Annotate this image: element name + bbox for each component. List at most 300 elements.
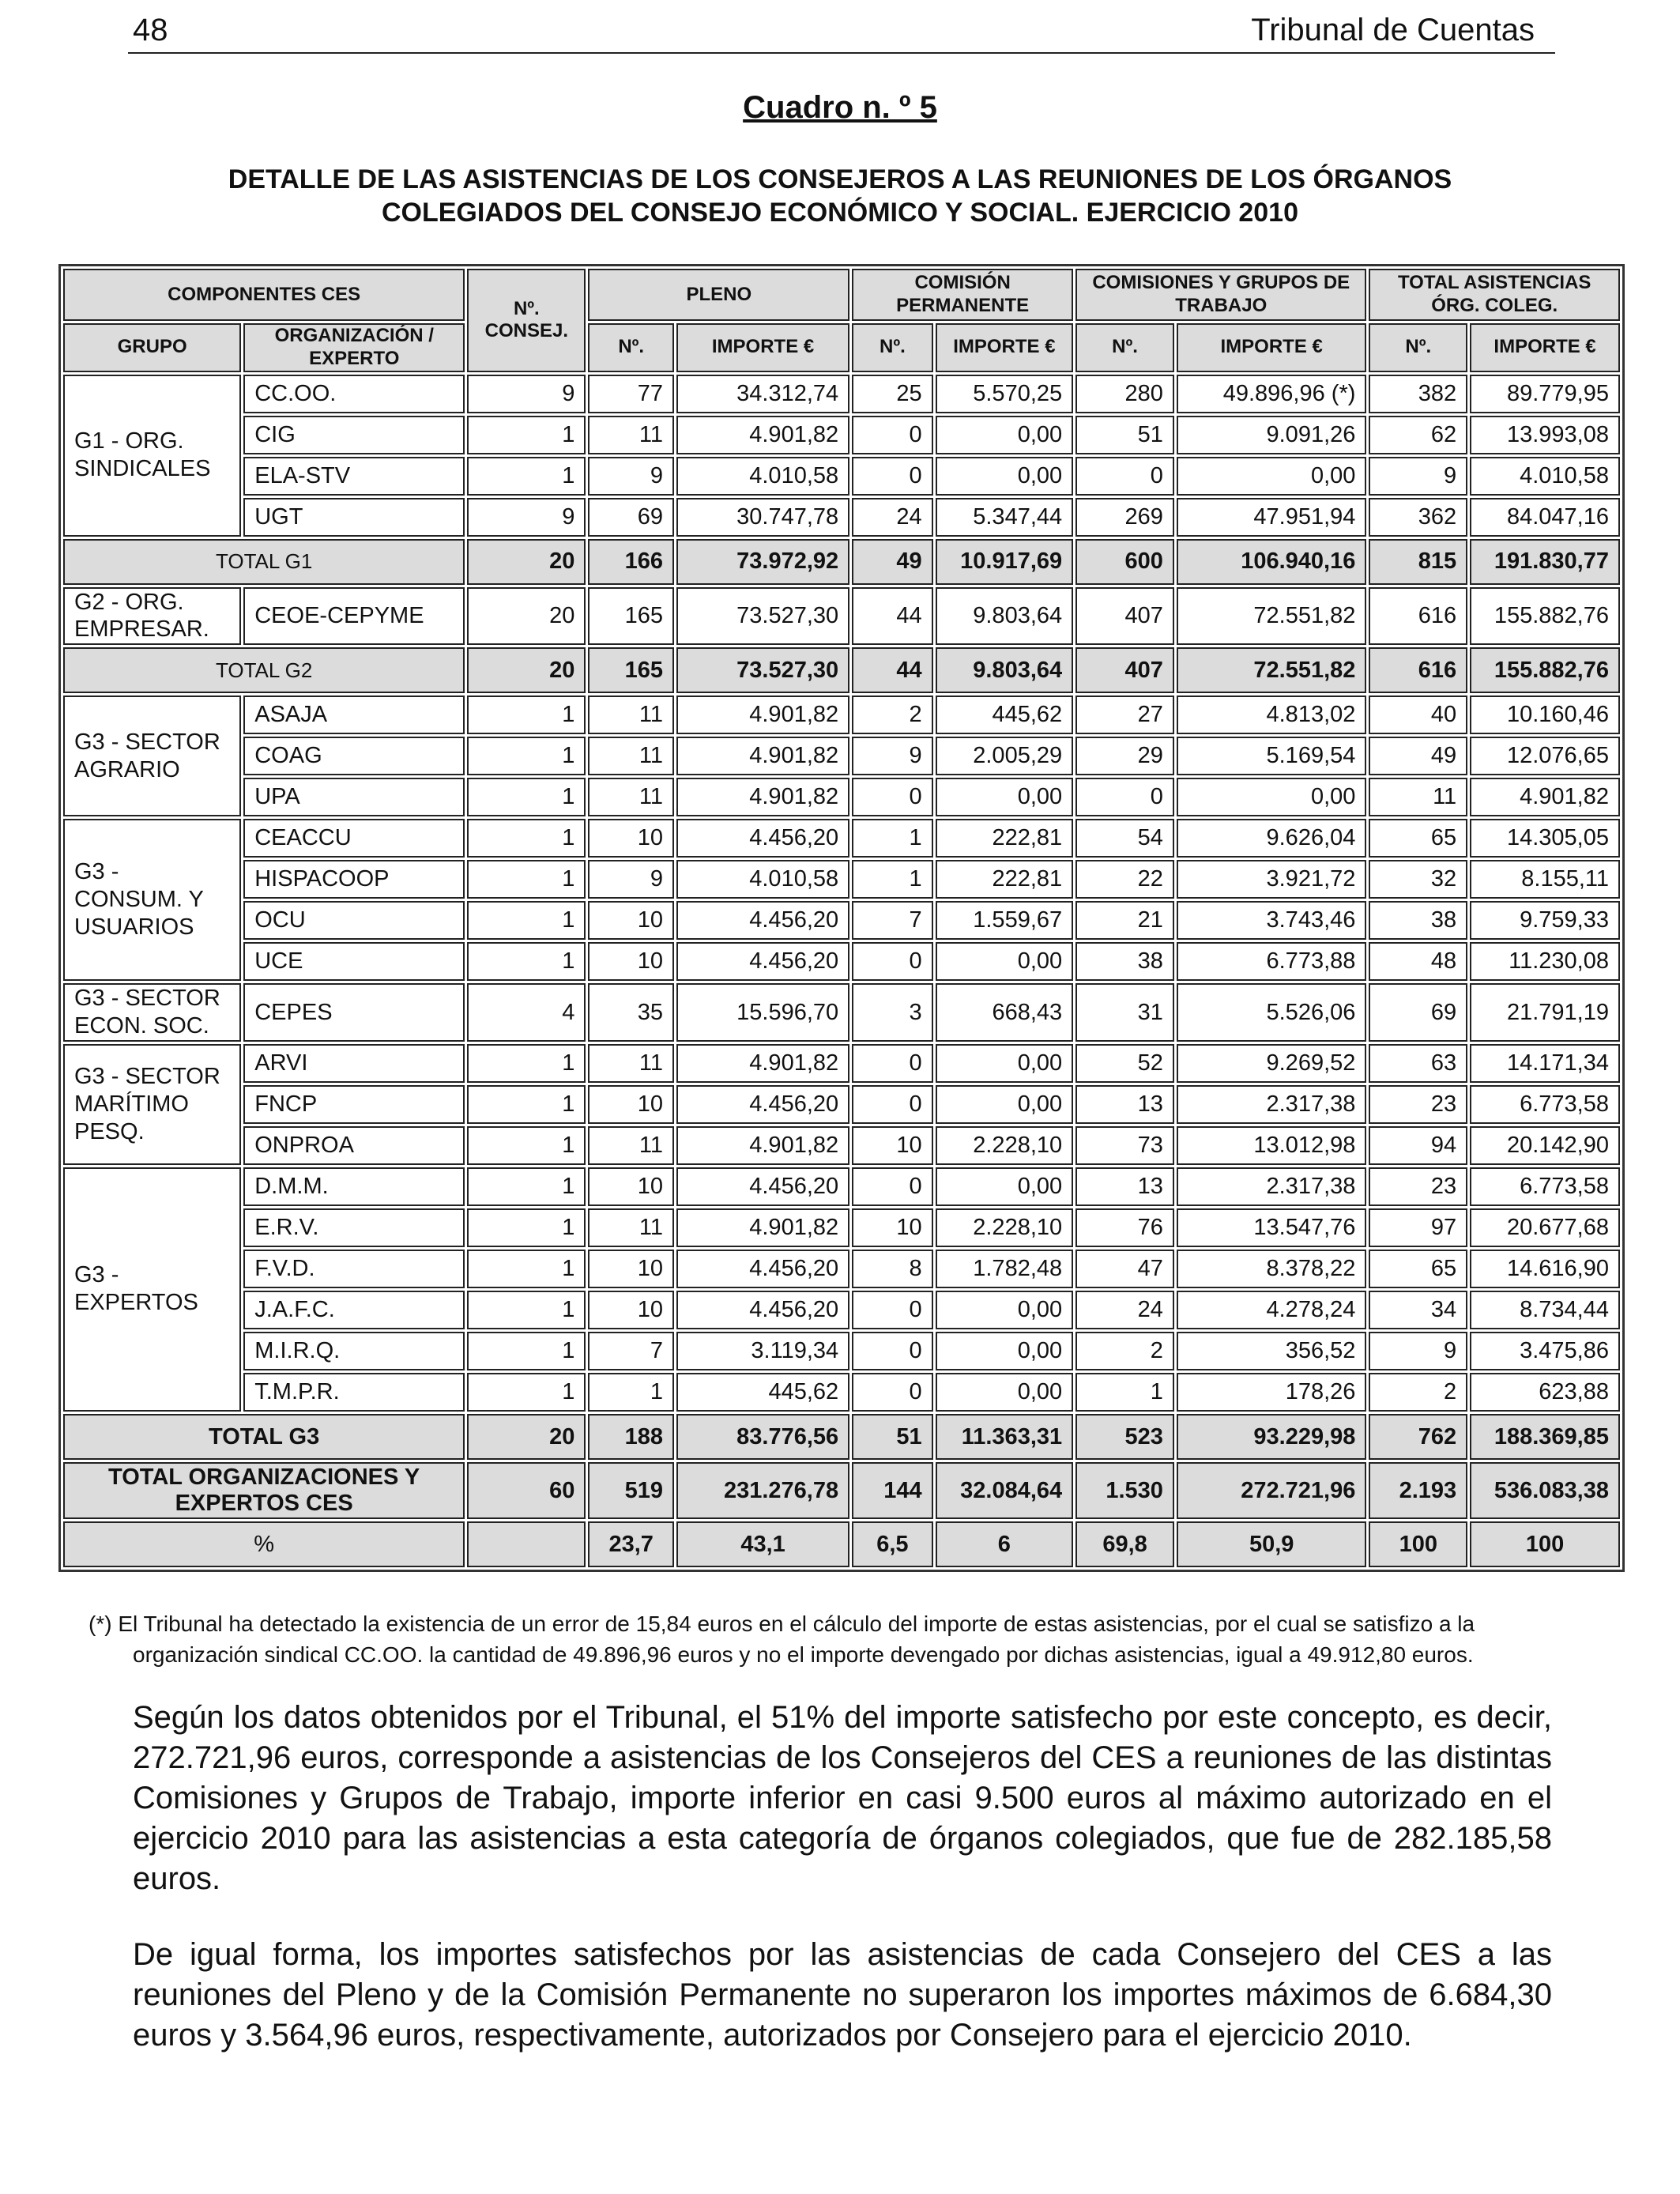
table-body	[63, 375, 1620, 1567]
header-organizacion: ORGANIZACIÓN / EXPERTO	[243, 323, 465, 372]
total-g-imp: 93.229,98	[1177, 1414, 1366, 1460]
page-header	[128, 6, 1555, 54]
cell-c-n: 25	[852, 375, 932, 413]
total-p-n: 188	[588, 1414, 674, 1460]
cell-c-n: 0	[852, 1167, 932, 1206]
total-g-n: 523	[1075, 1414, 1174, 1460]
cell-g-imp: 72.551,82	[1177, 587, 1366, 646]
cell-t-n: 616	[1369, 587, 1467, 646]
cell-p-n: 69	[588, 498, 674, 537]
total-g-imp: 50,9	[1177, 1521, 1366, 1567]
cell-consej: 1	[467, 1167, 586, 1206]
cell-t-imp: 20.142,90	[1470, 1126, 1620, 1165]
cell-c-n: 10	[852, 1208, 932, 1247]
group-name: G1 - ORG. SINDICALES	[63, 375, 241, 537]
total-p-imp: 231.276,78	[676, 1462, 849, 1519]
cell-p-imp: 4.901,82	[676, 1208, 849, 1247]
total-g-imp: 272.721,96	[1177, 1462, 1366, 1519]
total-row-g3	[63, 1414, 1620, 1460]
total-row-all	[63, 1462, 1620, 1519]
footnote-line-2: organización sindical CC.OO. la cantidad de 49.896,96 euros y no el importe devengado por dichas asistencias, igual a 49.912,80 euros.	[133, 1642, 1474, 1667]
cell-t-imp: 623,88	[1470, 1373, 1620, 1412]
total-row-pct	[63, 1521, 1620, 1567]
header-grupos-importe: IMPORTE €	[1177, 323, 1366, 372]
header-comision-permanente: COMISIÓN PERMANENTE	[852, 269, 1073, 321]
organization-name: M.I.R.Q.	[243, 1332, 465, 1370]
organization-name: E.R.V.	[243, 1208, 465, 1247]
cell-consej: 1	[467, 1250, 586, 1288]
organization-name: FNCP	[243, 1085, 465, 1124]
cell-c-imp: 0,00	[936, 416, 1074, 454]
cell-p-n: 35	[588, 983, 674, 1042]
cell-g-imp: 3.743,46	[1177, 901, 1366, 940]
cell-p-n: 1	[588, 1373, 674, 1412]
total-label: TOTAL G2	[63, 647, 465, 693]
cell-t-n: 11	[1369, 778, 1467, 816]
cell-consej: 1	[467, 901, 586, 940]
cell-g-imp: 13.547,76	[1177, 1208, 1366, 1247]
table-row	[63, 1250, 1620, 1288]
cell-t-n: 69	[1369, 983, 1467, 1042]
total-t-imp: 155.882,76	[1470, 647, 1620, 693]
cell-p-imp: 3.119,34	[676, 1332, 849, 1370]
cell-t-n: 2	[1369, 1373, 1467, 1412]
cell-c-imp: 0,00	[936, 1085, 1074, 1124]
cell-t-imp: 3.475,86	[1470, 1332, 1620, 1370]
cell-p-imp: 4.901,82	[676, 1126, 849, 1165]
cell-t-imp: 14.305,05	[1470, 819, 1620, 858]
organization-name: F.V.D.	[243, 1250, 465, 1288]
total-c-imp: 9.803,64	[936, 647, 1074, 693]
total-c-imp: 6	[936, 1521, 1074, 1567]
cell-t-imp: 9.759,33	[1470, 901, 1620, 940]
table-row	[63, 737, 1620, 775]
cell-consej: 9	[467, 498, 586, 537]
cell-g-imp: 178,26	[1177, 1373, 1366, 1412]
cell-g-n: 22	[1075, 860, 1174, 899]
cell-t-n: 48	[1369, 942, 1467, 981]
total-label: TOTAL G3	[63, 1414, 465, 1460]
table-row	[63, 901, 1620, 940]
total-t-n: 100	[1369, 1521, 1467, 1567]
cell-consej: 1	[467, 1085, 586, 1124]
cell-t-n: 40	[1369, 696, 1467, 734]
cell-p-imp: 4.901,82	[676, 778, 849, 816]
organization-name: CC.OO.	[243, 375, 465, 413]
cell-g-n: 31	[1075, 983, 1174, 1042]
cell-consej: 1	[467, 416, 586, 454]
cell-g-n: 0	[1075, 778, 1174, 816]
cell-t-imp: 8.155,11	[1470, 860, 1620, 899]
cell-consej: 1	[467, 1291, 586, 1329]
organization-name: T.M.P.R.	[243, 1373, 465, 1412]
total-p-imp: 73.527,30	[676, 647, 849, 693]
table-row	[63, 587, 1620, 646]
cell-p-imp: 4.456,20	[676, 1085, 849, 1124]
cell-p-n: 10	[588, 901, 674, 940]
group-name: G3 - SECTOR MARÍTIMO PESQ.	[63, 1044, 241, 1165]
total-c-n: 51	[852, 1414, 932, 1460]
total-consej: 60	[467, 1462, 586, 1519]
total-t-n: 2.193	[1369, 1462, 1467, 1519]
total-t-imp: 191.830,77	[1470, 539, 1620, 585]
cell-g-imp: 9.626,04	[1177, 819, 1366, 858]
cell-p-n: 11	[588, 1044, 674, 1083]
cell-p-imp: 73.527,30	[676, 587, 849, 646]
cell-p-imp: 4.456,20	[676, 1291, 849, 1329]
cell-consej: 1	[467, 860, 586, 899]
cell-t-n: 97	[1369, 1208, 1467, 1247]
cell-consej: 1	[467, 1332, 586, 1370]
cell-c-n: 0	[852, 778, 932, 816]
institution-name: Tribunal de Cuentas	[1251, 13, 1535, 47]
cell-p-n: 165	[588, 587, 674, 646]
cell-c-n: 0	[852, 457, 932, 496]
total-label: %	[63, 1521, 465, 1567]
total-g-imp: 106.940,16	[1177, 539, 1366, 585]
cell-g-n: 269	[1075, 498, 1174, 537]
cell-p-n: 11	[588, 416, 674, 454]
cell-g-imp: 0,00	[1177, 778, 1366, 816]
organization-name: UCE	[243, 942, 465, 981]
cell-c-n: 0	[852, 942, 932, 981]
total-c-n: 6,5	[852, 1521, 932, 1567]
cell-c-n: 1	[852, 860, 932, 899]
cell-c-imp: 1.782,48	[936, 1250, 1074, 1288]
header-grupos-no: Nº.	[1075, 323, 1174, 372]
cell-c-n: 0	[852, 1044, 932, 1083]
organization-name: UPA	[243, 778, 465, 816]
cell-c-n: 1	[852, 819, 932, 858]
total-p-imp: 43,1	[676, 1521, 849, 1567]
cell-c-n: 44	[852, 587, 932, 646]
header-total-asistencias: TOTAL ASISTENCIAS ÓRG. COLEG.	[1369, 269, 1620, 321]
cell-t-imp: 14.616,90	[1470, 1250, 1620, 1288]
cell-c-imp: 0,00	[936, 1332, 1074, 1370]
cuadro-title: Cuadro n. º 5	[743, 90, 937, 125]
cell-p-n: 10	[588, 1167, 674, 1206]
cell-p-imp: 4.456,20	[676, 942, 849, 981]
cell-c-imp: 0,00	[936, 1373, 1074, 1412]
total-label: TOTAL G1	[63, 539, 465, 585]
cell-consej: 9	[467, 375, 586, 413]
cell-t-n: 9	[1369, 457, 1467, 496]
cell-g-n: 27	[1075, 696, 1174, 734]
cell-t-n: 38	[1369, 901, 1467, 940]
cell-t-imp: 14.171,34	[1470, 1044, 1620, 1083]
cell-c-imp: 2.228,10	[936, 1208, 1074, 1247]
header-comision-importe: IMPORTE €	[936, 323, 1074, 372]
total-g-n: 1.530	[1075, 1462, 1174, 1519]
cell-consej: 1	[467, 1044, 586, 1083]
cell-t-imp: 10.160,46	[1470, 696, 1620, 734]
cell-t-n: 94	[1369, 1126, 1467, 1165]
organization-name: ELA-STV	[243, 457, 465, 496]
cell-g-imp: 5.169,54	[1177, 737, 1366, 775]
table-row	[63, 1208, 1620, 1247]
table-title-line-1: DETALLE DE LAS ASISTENCIAS DE LOS CONSEJEROS A LAS REUNIONES DE LOS ÓRGANOS	[228, 164, 1452, 194]
cell-t-imp: 8.734,44	[1470, 1291, 1620, 1329]
cell-c-n: 3	[852, 983, 932, 1042]
organization-name: UGT	[243, 498, 465, 537]
cell-t-imp: 21.791,19	[1470, 983, 1620, 1042]
total-row-g1	[63, 539, 1620, 585]
cell-g-imp: 4.813,02	[1177, 696, 1366, 734]
cell-t-n: 34	[1369, 1291, 1467, 1329]
cell-t-n: 49	[1369, 737, 1467, 775]
cell-p-imp: 445,62	[676, 1373, 849, 1412]
cell-g-imp: 2.317,38	[1177, 1167, 1366, 1206]
cell-g-n: 73	[1075, 1126, 1174, 1165]
cell-c-imp: 668,43	[936, 983, 1074, 1042]
cell-g-imp: 2.317,38	[1177, 1085, 1366, 1124]
cell-p-n: 11	[588, 1208, 674, 1247]
organization-name: ONPROA	[243, 1126, 465, 1165]
cell-t-n: 65	[1369, 1250, 1467, 1288]
cell-g-n: 13	[1075, 1167, 1174, 1206]
total-consej: 20	[467, 647, 586, 693]
cell-g-imp: 49.896,96 (*)	[1177, 375, 1366, 413]
cell-p-n: 10	[588, 942, 674, 981]
cell-consej: 1	[467, 1126, 586, 1165]
organization-name: CEOE-CEPYME	[243, 587, 465, 646]
cell-c-n: 2	[852, 696, 932, 734]
paragraph-1: Según los datos obtenidos por el Tribunal, el 51% del importe satisfecho por este concepto, es decir, 272.721,96 euros, corresponde a asistencias de los Consejeros del CES a reuniones de las distintas Comisiones y Grupos de Trabajo, importe inferior en casi 9.500 euros al máximo autorizado en el ejercicio 2010 para las asistencias a esta categoría de órganos colegiados, que fue de 282.185,58 euros.	[133, 1700, 1552, 1896]
cell-g-imp: 13.012,98	[1177, 1126, 1366, 1165]
cell-c-imp: 0,00	[936, 457, 1074, 496]
cell-c-n: 0	[852, 1085, 932, 1124]
header-pleno: PLENO	[588, 269, 849, 321]
cell-t-imp: 89.779,95	[1470, 375, 1620, 413]
footnote-line-1: (*) El Tribunal ha detectado la existencia de un error de 15,84 euros en el cálculo del importe de estas asistencias, por el cual se satisfizo a la	[89, 1612, 1475, 1636]
header-n-consej: Nº. CONSEJ.	[467, 269, 586, 372]
table-row	[63, 375, 1620, 413]
organization-name: ARVI	[243, 1044, 465, 1083]
cell-t-n: 23	[1369, 1167, 1467, 1206]
cell-g-n: 407	[1075, 587, 1174, 646]
cell-g-n: 76	[1075, 1208, 1174, 1247]
cell-t-n: 9	[1369, 1332, 1467, 1370]
organization-name: OCU	[243, 901, 465, 940]
total-g-imp: 72.551,82	[1177, 647, 1366, 693]
total-consej	[467, 1521, 586, 1567]
table-row	[63, 696, 1620, 734]
cell-c-n: 0	[852, 1291, 932, 1329]
cell-consej: 1	[467, 737, 586, 775]
cell-p-n: 10	[588, 819, 674, 858]
organization-name: CEPES	[243, 983, 465, 1042]
cell-c-imp: 9.803,64	[936, 587, 1074, 646]
cell-c-imp: 0,00	[936, 942, 1074, 981]
table-title-line-2: COLEGIADOS DEL CONSEJO ECONÓMICO Y SOCIAL. EJERCICIO 2010	[381, 198, 1299, 228]
header-grupo: GRUPO	[63, 323, 241, 372]
table-row	[63, 457, 1620, 496]
cell-c-imp: 5.570,25	[936, 375, 1074, 413]
cell-g-n: 24	[1075, 1291, 1174, 1329]
group-name: G3 - EXPERTOS	[63, 1167, 241, 1412]
total-t-imp: 188.369,85	[1470, 1414, 1620, 1460]
cell-t-n: 62	[1369, 416, 1467, 454]
cell-t-n: 65	[1369, 819, 1467, 858]
total-c-imp: 10.917,69	[936, 539, 1074, 585]
cell-g-n: 13	[1075, 1085, 1174, 1124]
cell-t-imp: 6.773,58	[1470, 1167, 1620, 1206]
total-label: TOTAL ORGANIZACIONES Y EXPERTOS CES	[63, 1462, 465, 1519]
cell-g-imp: 6.773,88	[1177, 942, 1366, 981]
table-row	[63, 983, 1620, 1042]
cell-p-n: 11	[588, 1126, 674, 1165]
cell-t-imp: 13.993,08	[1470, 416, 1620, 454]
table-row	[63, 1167, 1620, 1206]
cell-c-imp: 0,00	[936, 1167, 1074, 1206]
table-row	[63, 1291, 1620, 1329]
cell-p-n: 10	[588, 1250, 674, 1288]
cell-g-n: 1	[1075, 1373, 1174, 1412]
cell-g-n: 0	[1075, 457, 1174, 496]
cell-consej: 1	[467, 819, 586, 858]
cell-c-n: 24	[852, 498, 932, 537]
cell-t-imp: 6.773,58	[1470, 1085, 1620, 1124]
cell-t-n: 362	[1369, 498, 1467, 537]
total-g-n: 407	[1075, 647, 1174, 693]
total-consej: 20	[467, 1414, 586, 1460]
cell-p-imp: 4.010,58	[676, 860, 849, 899]
cell-p-n: 9	[588, 860, 674, 899]
cell-p-imp: 4.901,82	[676, 1044, 849, 1083]
cell-t-imp: 84.047,16	[1470, 498, 1620, 537]
cell-g-imp: 9.269,52	[1177, 1044, 1366, 1083]
total-p-n: 519	[588, 1462, 674, 1519]
cell-p-imp: 4.901,82	[676, 696, 849, 734]
cell-p-n: 11	[588, 696, 674, 734]
header-componentes: COMPONENTES CES	[63, 269, 465, 321]
group-name: G2 - ORG. EMPRESAR.	[63, 587, 241, 646]
cell-p-imp: 4.456,20	[676, 819, 849, 858]
total-p-n: 166	[588, 539, 674, 585]
cell-p-imp: 4.010,58	[676, 457, 849, 496]
footnote	[89, 1609, 1558, 1670]
cell-t-n: 32	[1369, 860, 1467, 899]
cell-g-imp: 0,00	[1177, 457, 1366, 496]
cell-consej: 4	[467, 983, 586, 1042]
header-total-no: Nº.	[1369, 323, 1467, 372]
cell-g-imp: 47.951,94	[1177, 498, 1366, 537]
organization-name: J.A.F.C.	[243, 1291, 465, 1329]
page-number: 48	[133, 13, 168, 47]
cell-c-imp: 2.005,29	[936, 737, 1074, 775]
cell-c-n: 8	[852, 1250, 932, 1288]
cell-c-imp: 445,62	[936, 696, 1074, 734]
cell-p-imp: 34.312,74	[676, 375, 849, 413]
cell-consej: 20	[467, 587, 586, 646]
cell-p-imp: 4.456,20	[676, 1167, 849, 1206]
cell-t-n: 382	[1369, 375, 1467, 413]
paragraph-2: De igual forma, los importes satisfechos por las asistencias de cada Consejero del CES a las reuniones del Pleno y de la Comisión Permanente no superaron los importes máximos de 6.684,30 euros y 3.564,96 euros, respectivamente, autorizados por Consejero para el ejercicio 2010.	[133, 1937, 1552, 2053]
cell-g-imp: 9.091,26	[1177, 416, 1366, 454]
cell-p-n: 11	[588, 778, 674, 816]
table-row	[63, 819, 1620, 858]
total-t-n: 616	[1369, 647, 1467, 693]
total-g-n: 69,8	[1075, 1521, 1174, 1567]
cell-g-imp: 8.378,22	[1177, 1250, 1366, 1288]
organization-name: CIG	[243, 416, 465, 454]
total-c-n: 144	[852, 1462, 932, 1519]
cell-g-n: 2	[1075, 1332, 1174, 1370]
cell-c-imp: 222,81	[936, 860, 1074, 899]
cell-g-n: 38	[1075, 942, 1174, 981]
cell-t-n: 23	[1369, 1085, 1467, 1124]
table-row	[63, 498, 1620, 537]
cell-p-n: 7	[588, 1332, 674, 1370]
cell-p-imp: 4.901,82	[676, 416, 849, 454]
total-p-imp: 73.972,92	[676, 539, 849, 585]
cell-consej: 1	[467, 1373, 586, 1412]
cell-p-imp: 30.747,78	[676, 498, 849, 537]
total-row-g2	[63, 647, 1620, 693]
total-p-n: 23,7	[588, 1521, 674, 1567]
cell-p-n: 9	[588, 457, 674, 496]
header-comision-no: Nº.	[852, 323, 932, 372]
cell-p-n: 10	[588, 1291, 674, 1329]
organization-name: CEACCU	[243, 819, 465, 858]
cell-g-n: 47	[1075, 1250, 1174, 1288]
cell-g-imp: 3.921,72	[1177, 860, 1366, 899]
header-pleno-importe: IMPORTE €	[676, 323, 849, 372]
organization-name: COAG	[243, 737, 465, 775]
total-c-n: 49	[852, 539, 932, 585]
total-t-imp: 100	[1470, 1521, 1620, 1567]
cell-c-imp: 0,00	[936, 778, 1074, 816]
table-row	[63, 1126, 1620, 1165]
cell-t-n: 63	[1369, 1044, 1467, 1083]
table-row	[63, 860, 1620, 899]
table-caption	[0, 90, 1680, 126]
cell-p-imp: 15.596,70	[676, 983, 849, 1042]
total-t-imp: 536.083,38	[1470, 1462, 1620, 1519]
cell-c-imp: 0,00	[936, 1044, 1074, 1083]
cell-c-n: 7	[852, 901, 932, 940]
cell-t-imp: 4.010,58	[1470, 457, 1620, 496]
cell-p-imp: 4.456,20	[676, 1250, 849, 1288]
total-p-n: 165	[588, 647, 674, 693]
cell-g-n: 21	[1075, 901, 1174, 940]
cell-p-n: 10	[588, 1085, 674, 1124]
cell-g-imp: 5.526,06	[1177, 983, 1366, 1042]
cell-g-n: 280	[1075, 375, 1174, 413]
total-p-imp: 83.776,56	[676, 1414, 849, 1460]
total-t-n: 762	[1369, 1414, 1467, 1460]
cell-g-n: 29	[1075, 737, 1174, 775]
organization-name: HISPACOOP	[243, 860, 465, 899]
cell-consej: 1	[467, 696, 586, 734]
cell-c-imp: 5.347,44	[936, 498, 1074, 537]
cell-t-imp: 4.901,82	[1470, 778, 1620, 816]
group-name: G3 - SECTOR AGRARIO	[63, 696, 241, 816]
total-c-n: 44	[852, 647, 932, 693]
cell-c-imp: 1.559,67	[936, 901, 1074, 940]
cell-p-imp: 4.901,82	[676, 737, 849, 775]
cell-g-n: 51	[1075, 416, 1174, 454]
cell-p-n: 11	[588, 737, 674, 775]
organization-name: D.M.M.	[243, 1167, 465, 1206]
header-pleno-no: Nº.	[588, 323, 674, 372]
cell-c-n: 0	[852, 416, 932, 454]
header-comisiones-grupos: COMISIONES Y GRUPOS DE TRABAJO	[1075, 269, 1366, 321]
table-row	[63, 1044, 1620, 1083]
table-row	[63, 1085, 1620, 1124]
cell-g-n: 52	[1075, 1044, 1174, 1083]
cell-c-imp: 0,00	[936, 1291, 1074, 1329]
